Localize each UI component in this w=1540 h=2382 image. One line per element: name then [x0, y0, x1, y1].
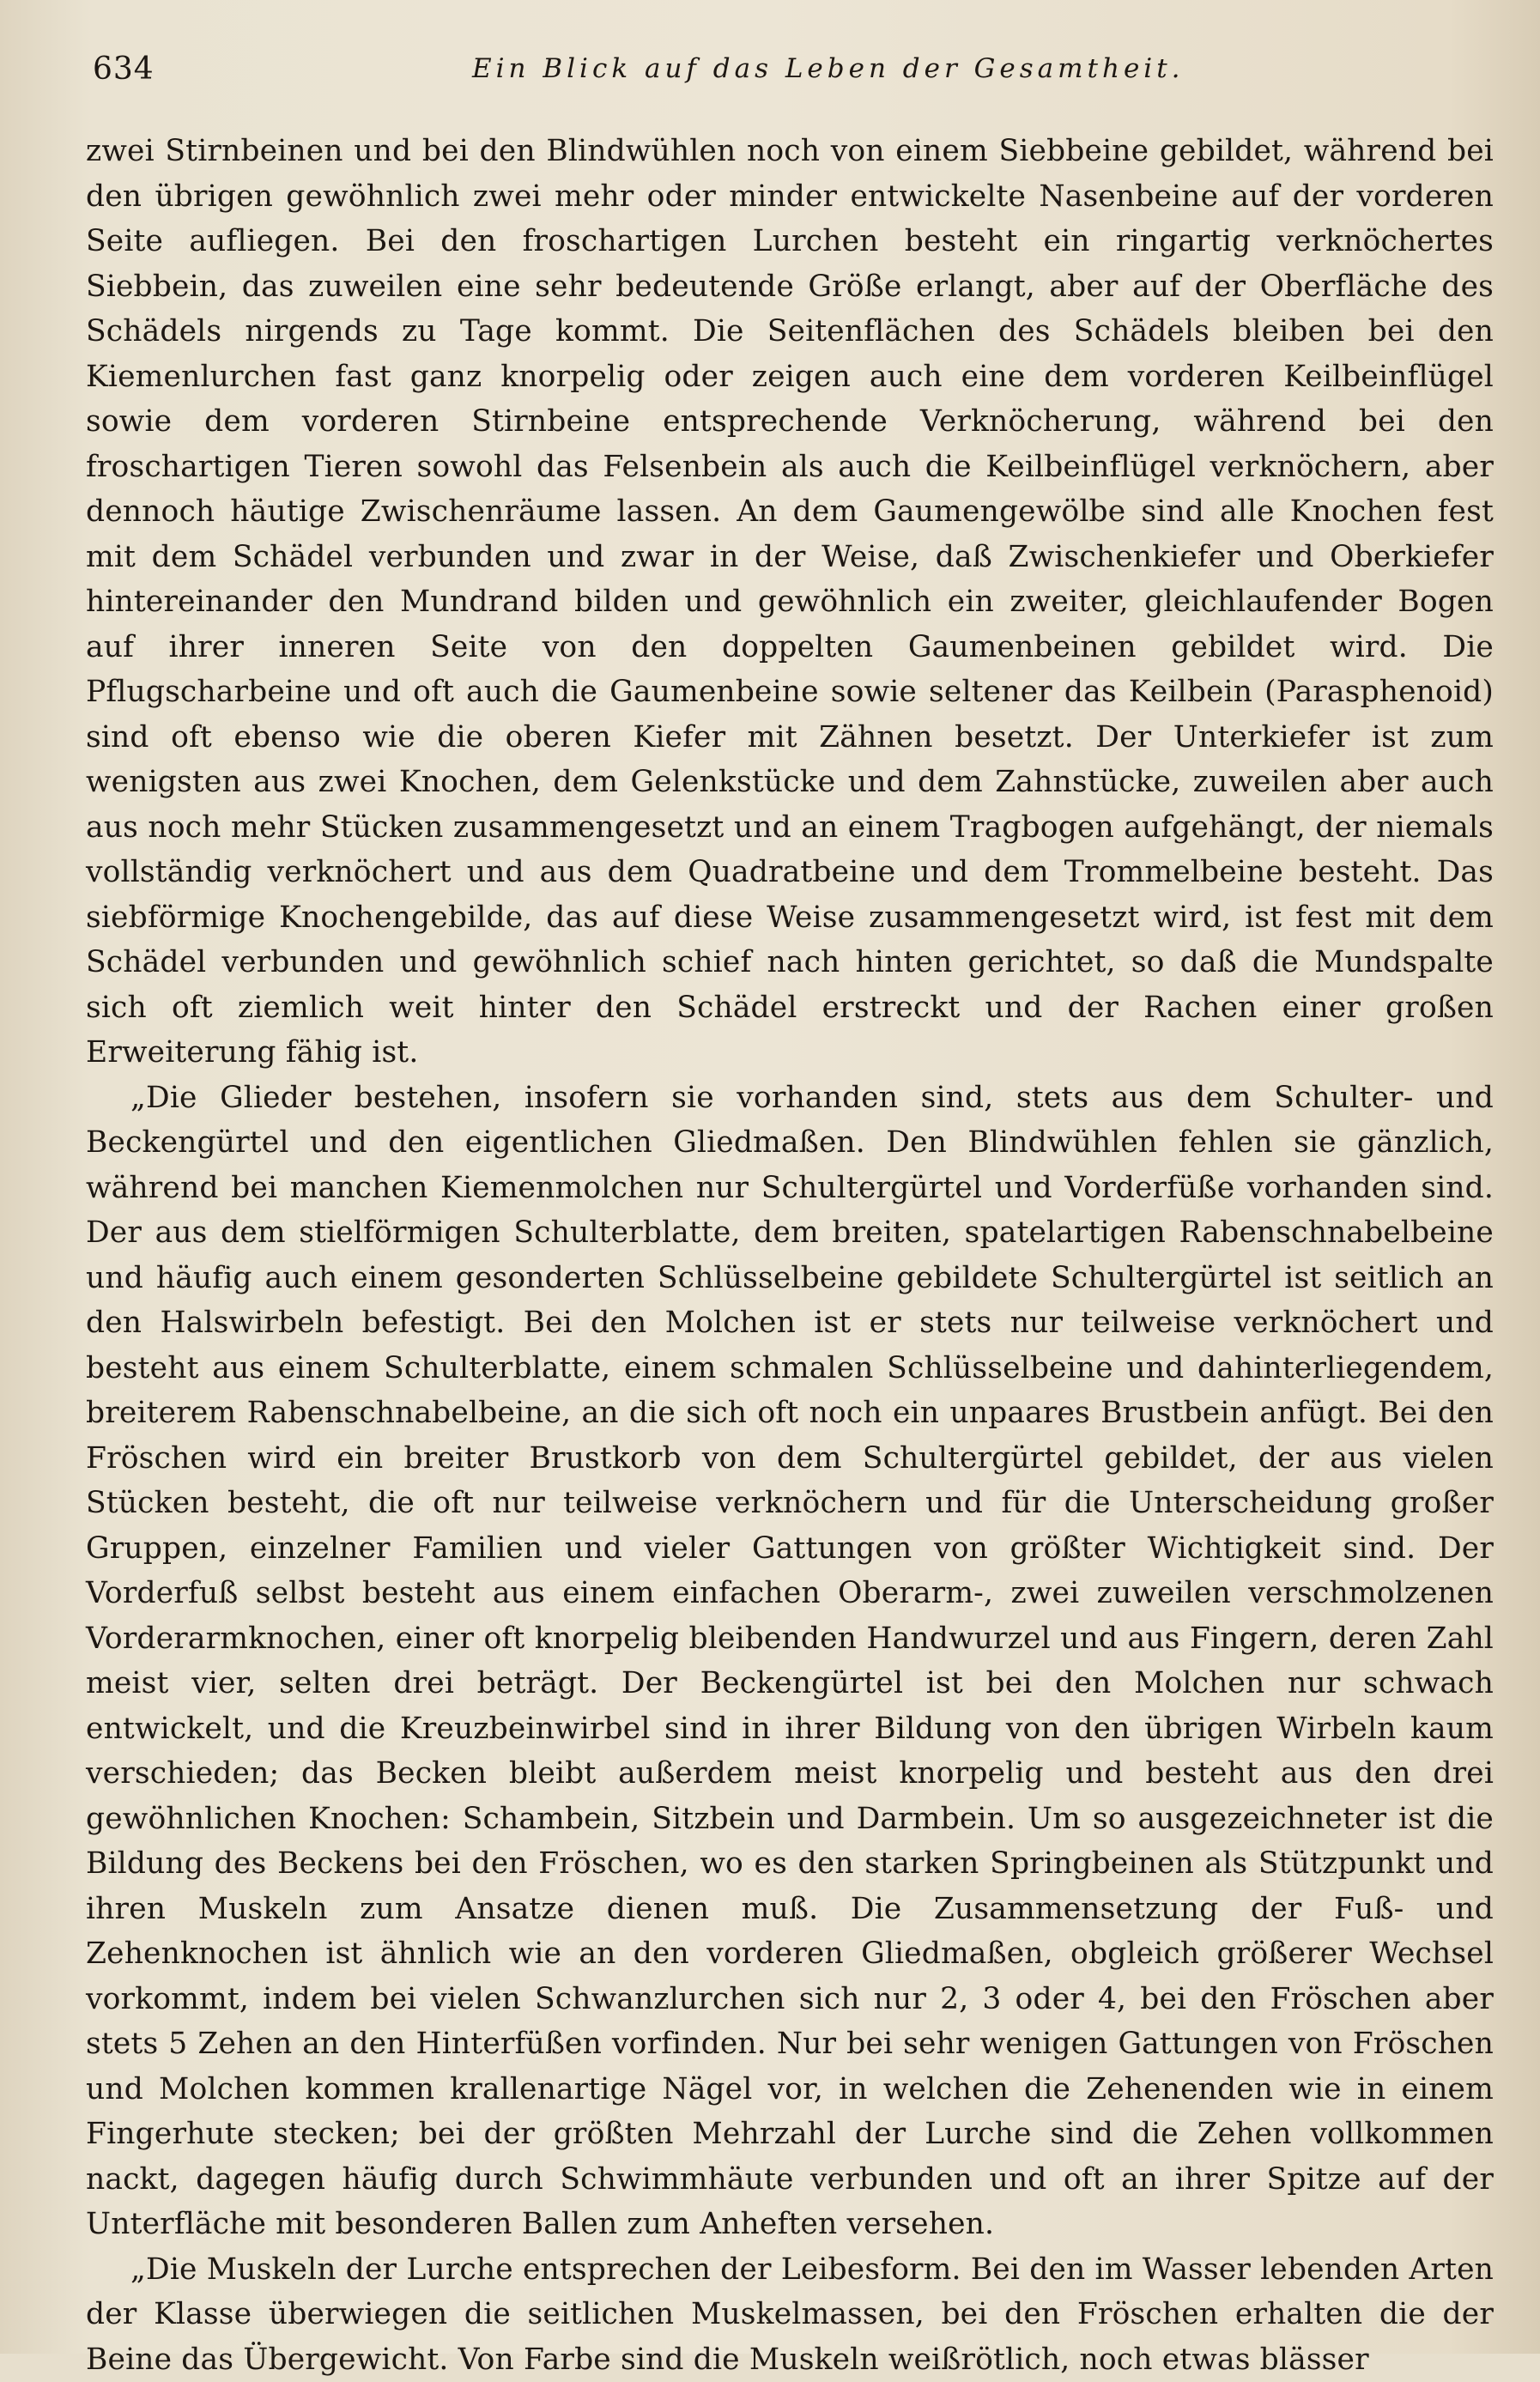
- running-head: Ein Blick auf das Leben der Gesamtheit.: [472, 53, 1185, 84]
- page-header: [86, 52, 1494, 100]
- paragraph-limbs: „Die Glieder bestehen, insofern sie vorhanden sind, stets aus dem Schulter- und Beckengürtel und den eigentlichen Gliedmaßen. Den Blindwühlen fehlen sie gänzlich, während bei manchen Kiemenmolchen nur Schultergürtel und Vorderfüße vorhanden sind. Der aus dem stielförmigen Schulterblatte, dem breiten, spatelartigen Rabenschnabelbeine und häufig auch einem gesonderten Schlüsselbeine gebildete Schultergürtel ist seitlich an den Halswirbeln befestigt. Bei den Molchen ist er stets nur teilweise verknöchert und besteht aus einem Schulterblatte, einem schmalen Schlüsselbeine und dahinterliegendem, breiterem Rabenschnabelbeine, an die sich oft noch ein unpaares Brustbein anfügt. Bei den Fröschen wird ein breiter Brustkorb von dem Schultergürtel gebildet, der aus vielen Stücken besteht, die oft nur teilweise verknöchern und für die Unterscheidung großer Gruppen, einzelner Familien und vieler Gattungen von größter Wichtigkeit sind. Der Vorderfuß selbst besteht aus einem einfachen Oberarm-, zwei zuweilen verschmolzenen Vorderarmknochen, einer oft knorpelig bleibenden Handwurzel und aus Fingern, deren Zahl meist vier, selten drei beträgt. Der Beckengürtel ist bei den Molchen nur schwach entwickelt, und die Kreuzbeinwirbel sind in ihrer Bildung von den übrigen Wirbeln kaum verschieden; das Becken bleibt außerdem meist knorpelig und besteht aus den drei gewöhnlichen Knochen: Schambein, Sitzbein und Darmbein. Um so ausgezeichneter ist die Bildung des Beckens bei den Fröschen, wo es den starken Springbeinen als Stützpunkt und ihren Muskeln zum Ansatze dienen muß. Die Zusammensetzung der Fuß- und Zehenknochen ist ähnlich wie an den vorderen Gliedmaßen, obgleich größerer Wechsel vorkommt, indem bei vielen Schwanzlurchen sich nur 2, 3 oder 4, bei den Fröschen aber stets 5 Zehen an den Hinterfüßen vorfinden. Nur bei sehr wenigen Gattungen von Fröschen und Molchen kommen krallenartige Nägel vor, in welchen die Zehenenden wie in einem Fingerhute stecken; bei der größten Mehrzahl der Lurche sind die Zehen vollkommen nackt, dagegen häufig durch Schwimmhäute verbunden und oft an ihrer Spitze auf der Unterfläche mit besonderen Ballen zum Anheften versehen.: [86, 1076, 1494, 2247]
- page-number: 634: [93, 52, 155, 87]
- body-text: [86, 129, 1494, 2382]
- book-page: [86, 52, 1494, 2382]
- paragraph-muscles: „Die Muskeln der Lurche entsprechen der Leibesform. Bei den im Wasser lebenden Arten der Klasse überwiegen die seitlichen Muskelmassen, bei den Fröschen erhalten die der Beine das Übergewicht. Von Farbe sind die Muskeln weißrötlich, noch etwas blässer: [86, 2247, 1494, 2382]
- paragraph-skull: zwei Stirnbeinen und bei den Blindwühlen noch von einem Siebbeine gebildet, während bei den übrigen gewöhnlich zwei mehr oder minder entwickelte Nasenbeine auf der vorderen Seite aufliegen. Bei den froschartigen Lurchen besteht ein ringartig verknöchertes Siebbein, das zuweilen eine sehr bedeutende Größe erlangt, aber auf der Oberfläche des Schädels nirgends zu Tage kommt. Die Seitenflächen des Schädels bleiben bei den Kiemenlurchen fast ganz knorpelig oder zeigen auch eine dem vorderen Keilbeinflügel sowie dem vorderen Stirnbeine entsprechende Verknöcherung, während bei den froschartigen Tieren sowohl das Felsenbein als auch die Keilbeinflügel verknöchern, aber dennoch häutige Zwischenräume lassen. An dem Gaumengewölbe sind alle Knochen fest mit dem Schädel verbunden und zwar in der Weise, daß Zwischenkiefer und Oberkiefer hintereinander den Mundrand bilden und gewöhnlich ein zweiter, gleichlaufender Bogen auf ihrer inneren Seite von den doppelten Gaumenbeinen gebildet wird. Die Pflugscharbeine und oft auch die Gaumenbeine sowie seltener das Keilbein (Parasphenoid) sind oft ebenso wie die oberen Kiefer mit Zähnen besetzt. Der Unterkiefer ist zum wenigsten aus zwei Knochen, dem Gelenkstücke und dem Zahnstücke, zuweilen aber auch aus noch mehr Stücken zusammengesetzt und an einem Tragbogen aufgehängt, der niemals vollständig verknöchert und aus dem Quadratbeine und dem Trommelbeine besteht. Das siebförmige Knochengebilde, das auf diese Weise zusammengesetzt wird, ist fest mit dem Schädel verbunden und gewöhnlich schief nach hinten gerichtet, so daß die Mundspalte sich oft ziemlich weit hinter den Schädel erstreckt und der Rachen einer großen Erweiterung fähig ist.: [86, 129, 1494, 1076]
